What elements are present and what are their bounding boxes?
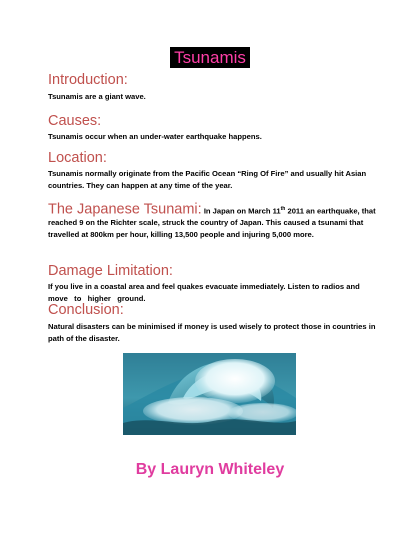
title-wrap (0, 47, 420, 68)
conclusion-heading: Conclusion: (48, 302, 124, 318)
damage-text (48, 281, 378, 304)
japanese-tsunami-text-a: In Japan on March 11 (203, 206, 281, 216)
introduction-text: Tsunamis are a giant wave. (48, 92, 146, 101)
location-heading: Location: (48, 150, 107, 166)
damage-text-b: to higher (67, 293, 118, 303)
japanese-tsunami-sup: th (280, 206, 286, 212)
page-title: Tsunamis (170, 47, 250, 68)
japanese-tsunami-paragraph (48, 201, 378, 240)
japanese-tsunami-heading: The Japanese Tsunami: (48, 201, 202, 218)
causes-heading: Causes: (48, 113, 102, 129)
conclusion-text: Natural disasters can be minimised if money is used wisely to protect those in countries in path of the disaster. (48, 322, 376, 343)
introduction-heading: Introduction: (48, 72, 128, 88)
damage-text-a: If you live in a coastal area and feel quakes evacuate immediately. Listen to radios and move (48, 282, 360, 303)
location-text: Tsunamis normally originate from the Pacific Ocean “Ring Of Fire” and usually hit Asian countries. They can happen at any time of the year. (48, 169, 367, 190)
causes-text: Tsunamis occur when an under-water earthquake happens. (48, 132, 262, 141)
japanese-tsunami-text-b: 2011 an earthquake, that reached 9 on the Richter scale, struck the country of Japan. This caused a tsunami that travelled at 800km per hour, killing 13,500 people and injuring 5,000 more. (48, 206, 376, 239)
wave-photo (123, 353, 296, 435)
byline: By Lauryn Whiteley (135, 461, 285, 478)
damage-heading: Damage Limitation: (48, 263, 173, 279)
damage-text-c: ground. (117, 293, 146, 303)
